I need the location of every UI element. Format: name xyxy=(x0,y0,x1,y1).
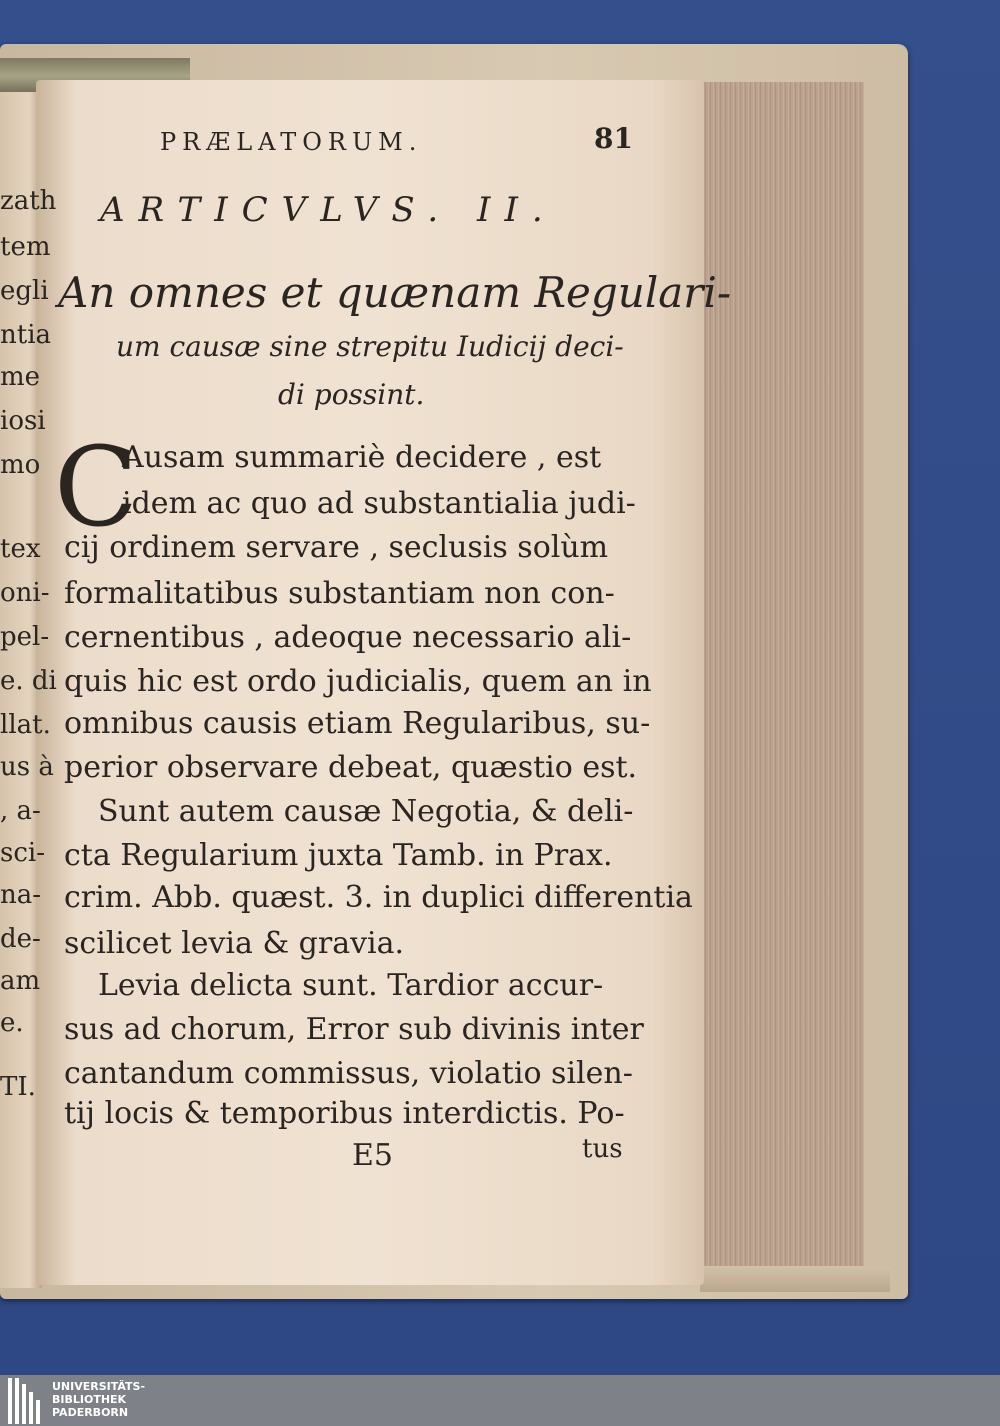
subtitle-line: um causæ sine strepitu Iudicij deci- xyxy=(116,330,624,363)
body-line: Ausam summariè decidere , est xyxy=(122,440,602,475)
body-line: idem ac quo ad substantialia judi- xyxy=(122,486,636,521)
body-line: Levia delicta sunt. Tardior accur- xyxy=(98,968,604,1003)
footer-bar xyxy=(0,1375,1000,1426)
margin-fragment: iosi xyxy=(0,406,46,436)
subtitle-line: di possint. xyxy=(278,378,425,411)
body-line: cta Regularium juxta Tamb. in Prax. xyxy=(64,838,613,873)
margin-fragment: am xyxy=(0,966,41,996)
margin-fragment: pel- xyxy=(0,622,50,652)
margin-fragment: tex xyxy=(0,534,41,564)
margin-fragment: egli xyxy=(0,276,49,306)
margin-fragment: e. di xyxy=(0,666,57,696)
margin-fragment: sci- xyxy=(0,838,46,868)
margin-fragment: tem xyxy=(0,232,51,262)
margin-fragment: , a- xyxy=(0,796,41,826)
margin-fragment: ntia xyxy=(0,320,52,350)
margin-fragment: oni- xyxy=(0,578,50,608)
margin-fragment: na- xyxy=(0,880,42,910)
margin-fragment: zath xyxy=(0,186,57,216)
running-head: PRÆLATORUM. xyxy=(160,128,423,156)
body-line: perior observare debeat, quæstio est. xyxy=(64,750,638,785)
margin-fragment: TI. xyxy=(0,1072,36,1102)
margin-fragment: e. xyxy=(0,1008,24,1038)
library-logo-icon xyxy=(8,1378,44,1424)
body-line: crim. Abb. quæst. 3. in duplici differentia xyxy=(64,880,693,915)
margin-fragment: us à xyxy=(0,752,54,782)
library-logo-text xyxy=(52,1380,145,1419)
page-number: 81 xyxy=(594,122,633,155)
body-line: sus ad chorum, Error sub divinis inter xyxy=(64,1012,644,1047)
body-line: quis hic est ordo judicialis, quem an in xyxy=(64,664,652,699)
subtitle-line: An omnes et quænam Regulari- xyxy=(58,268,732,317)
logo-line: PADERBORN xyxy=(52,1406,129,1419)
margin-fragment: me xyxy=(0,362,41,392)
body-line: omnibus causis etiam Regularibus, su- xyxy=(64,706,651,741)
margin-fragment: de- xyxy=(0,924,41,954)
logo-line: BIBLIOTHEK xyxy=(52,1393,127,1406)
body-line: cernentibus , adeoque necessario ali- xyxy=(64,620,632,655)
article-title: ARTICVLVS. II. xyxy=(100,190,557,230)
page-block-edges xyxy=(700,82,864,1288)
body-line: scilicet levia & gravia. xyxy=(64,926,405,961)
body-line: cantandum commissus, violatio silen- xyxy=(64,1056,633,1091)
body-line: Sunt autem causæ Negotia, & deli- xyxy=(98,794,634,829)
logo-line: UNIVERSITÄTS- xyxy=(52,1380,146,1393)
catchword: tus xyxy=(582,1134,623,1164)
body-line: tij locis & temporibus interdictis. Po- xyxy=(64,1096,625,1131)
margin-fragment: mo xyxy=(0,450,41,480)
signature-mark: E5 xyxy=(352,1138,393,1173)
margin-fragment: llat. xyxy=(0,710,51,740)
cover-corner xyxy=(700,1266,890,1292)
drop-cap: C xyxy=(54,423,139,551)
body-line: cij ordinem servare , seclusis solùm xyxy=(64,530,609,565)
body-line: formalitatibus substantiam non con- xyxy=(64,576,615,611)
